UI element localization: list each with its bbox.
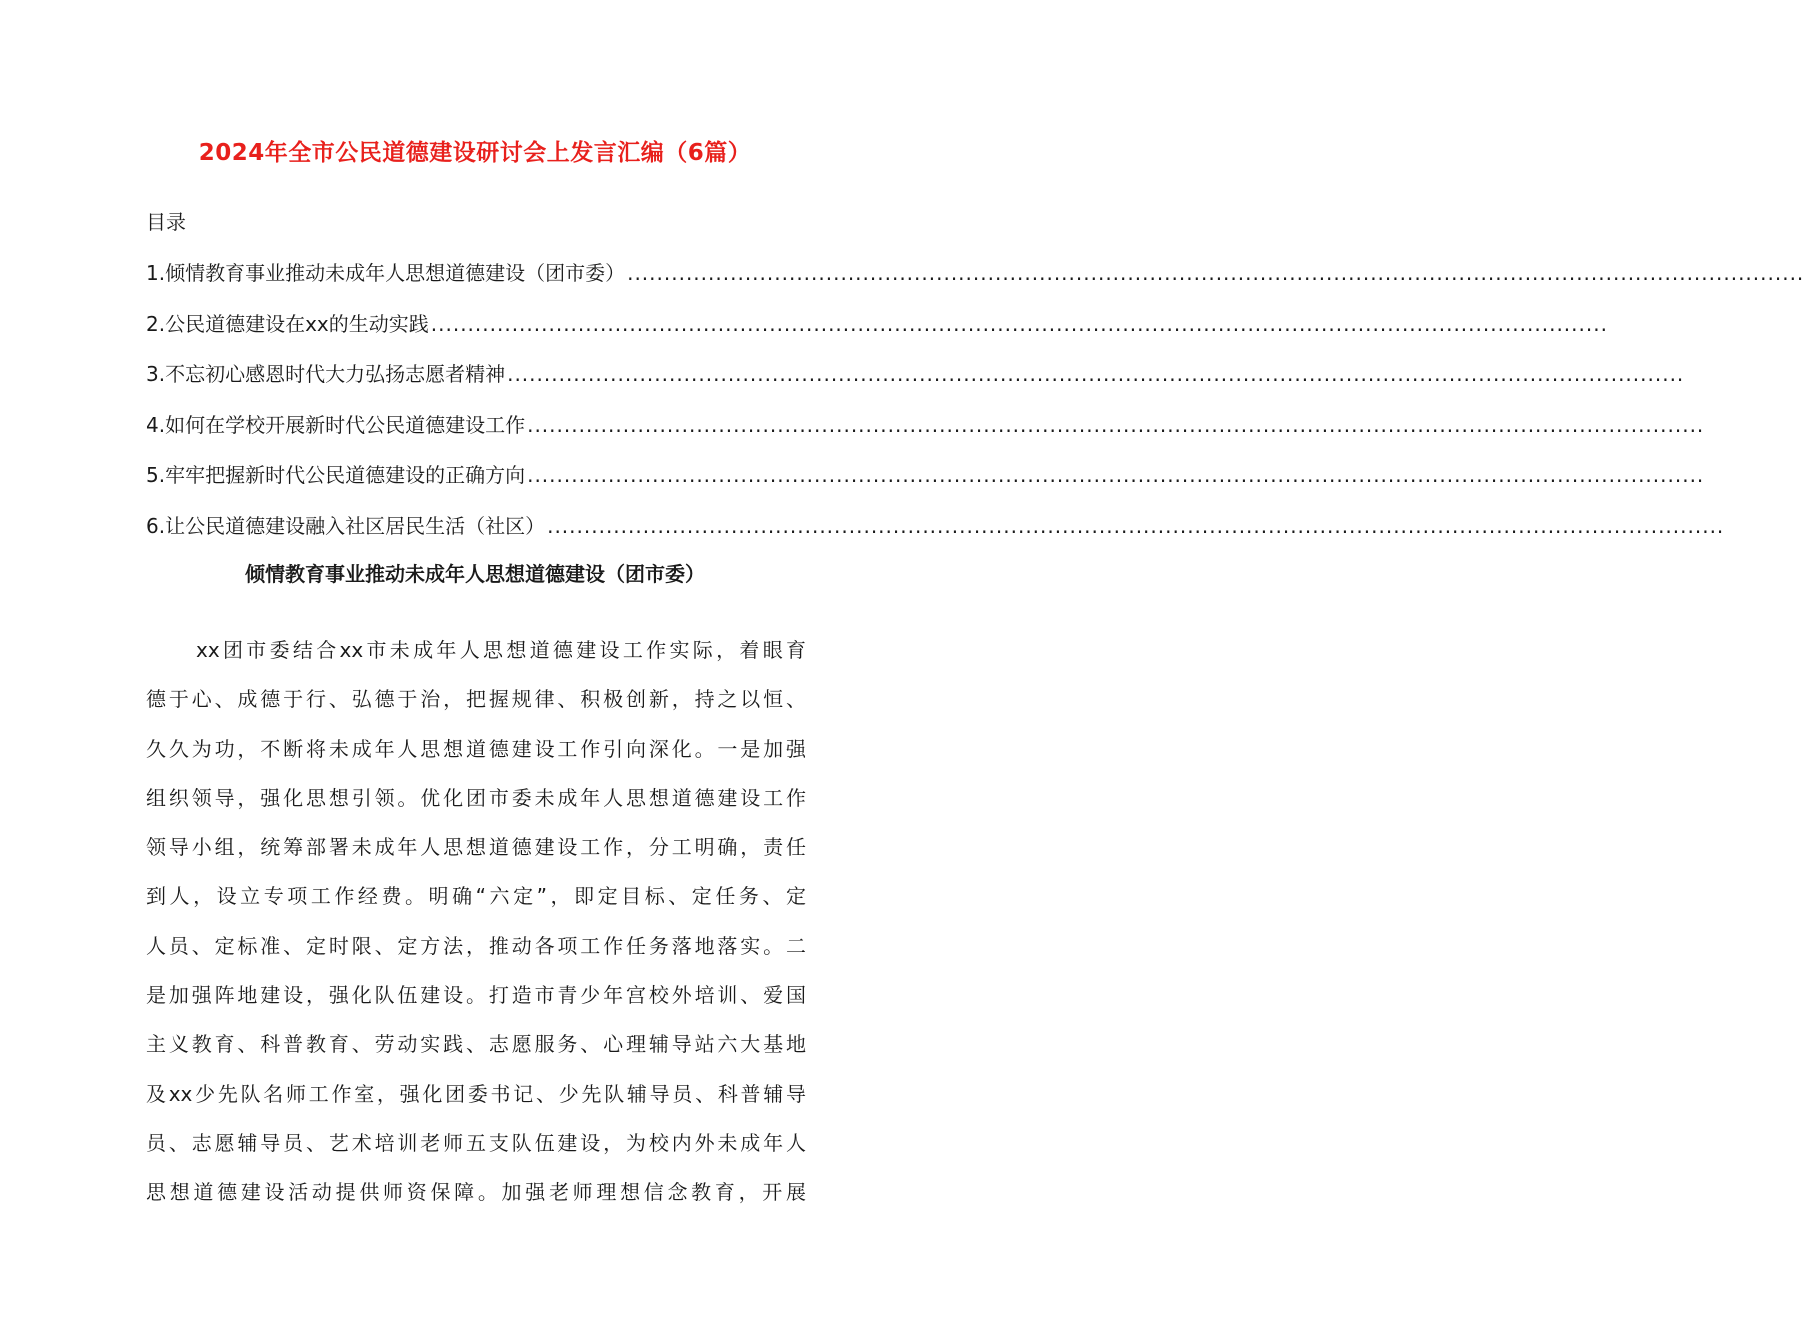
document-title: 2024年全市公民道德建设研讨会上发言汇编（6篇） bbox=[198, 140, 752, 166]
toc-dot-leader: ................................................................................................................................................................ bbox=[627, 261, 1804, 285]
toc-item-label: 6.让公民道德建设融入社区居民生活（社区） bbox=[146, 513, 546, 538]
body-line: 主义教育、科普教育、劳动实践、志愿服务、心理辅导站六大基地 bbox=[146, 1032, 806, 1057]
table-of-contents bbox=[146, 258, 1804, 561]
toc-item-4[interactable] bbox=[146, 410, 1705, 461]
body-line: 久久为功，不断将未成年人思想道德建设工作引向深化。一是加强 bbox=[146, 736, 806, 761]
toc-item-3[interactable] bbox=[146, 359, 1685, 410]
toc-dot-leader: ................................................................................................................................................................ bbox=[547, 513, 1725, 538]
toc-dot-leader: ................................................................................................................................................................ bbox=[507, 362, 1685, 386]
section-body bbox=[146, 626, 806, 1218]
toc-item-2[interactable] bbox=[146, 309, 1608, 360]
body-line: 员、志愿辅导员、艺术培训老师五支队伍建设，为校内外未成年人 bbox=[146, 1130, 806, 1155]
body-line: 及xx少先队名师工作室，强化团委书记、少先队辅导员、科普辅导 bbox=[146, 1081, 806, 1106]
toc-item-label: 5.牢牢把握新时代公民道德建设的正确方向 bbox=[146, 463, 526, 487]
body-line: 德于心、成德于行、弘德于治，把握规律、积极创新，持之以恒、 bbox=[146, 687, 806, 712]
toc-heading: 目录 bbox=[146, 210, 186, 234]
toc-item-label: 3.不忘初心感恩时代大力弘扬志愿者精神 bbox=[146, 362, 506, 386]
toc-item-label: 4.如何在学校开展新时代公民道德建设工作 bbox=[146, 412, 526, 437]
body-line: xx团市委结合xx市未成年人思想道德建设工作实际，着眼育 bbox=[196, 638, 806, 662]
toc-dot-leader: ................................................................................................................................................................ bbox=[527, 463, 1705, 487]
toc-item-label: 2.公民道德建设在xx的生动实践 bbox=[146, 311, 429, 336]
toc-item-5[interactable] bbox=[146, 460, 1705, 511]
toc-item-1[interactable] bbox=[146, 258, 1804, 309]
body-line: 人员、定标准、定时限、定方法，推动各项工作任务落地落实。二 bbox=[146, 933, 806, 958]
toc-dot-leader: ................................................................................................................................................................ bbox=[527, 412, 1705, 437]
toc-item-label: 1.倾情教育事业推动未成年人思想道德建设（团市委） bbox=[146, 261, 626, 285]
toc-dot-leader: ................................................................................................................................................................ bbox=[430, 311, 1608, 336]
body-line: 是加强阵地建设，强化队伍建设。打造市青少年宫校外培训、爱国 bbox=[146, 983, 806, 1008]
body-line: 领导小组，统筹部署未成年人思想道德建设工作，分工明确，责任 bbox=[146, 835, 806, 860]
body-line: 到人，设立专项工作经费。明确“六定”，即定目标、定任务、定 bbox=[146, 884, 806, 909]
toc-item-6[interactable] bbox=[146, 511, 1725, 562]
body-line: 组织领导，强化思想引领。优化团市委未成年人思想道德建设工作 bbox=[146, 785, 806, 810]
body-line: 思想道德建设活动提供师资保障。加强老师理想信念教育，开展 bbox=[146, 1180, 806, 1205]
section-title: 倾情教育事业推动未成年人思想道德建设（团市委） bbox=[245, 562, 705, 586]
